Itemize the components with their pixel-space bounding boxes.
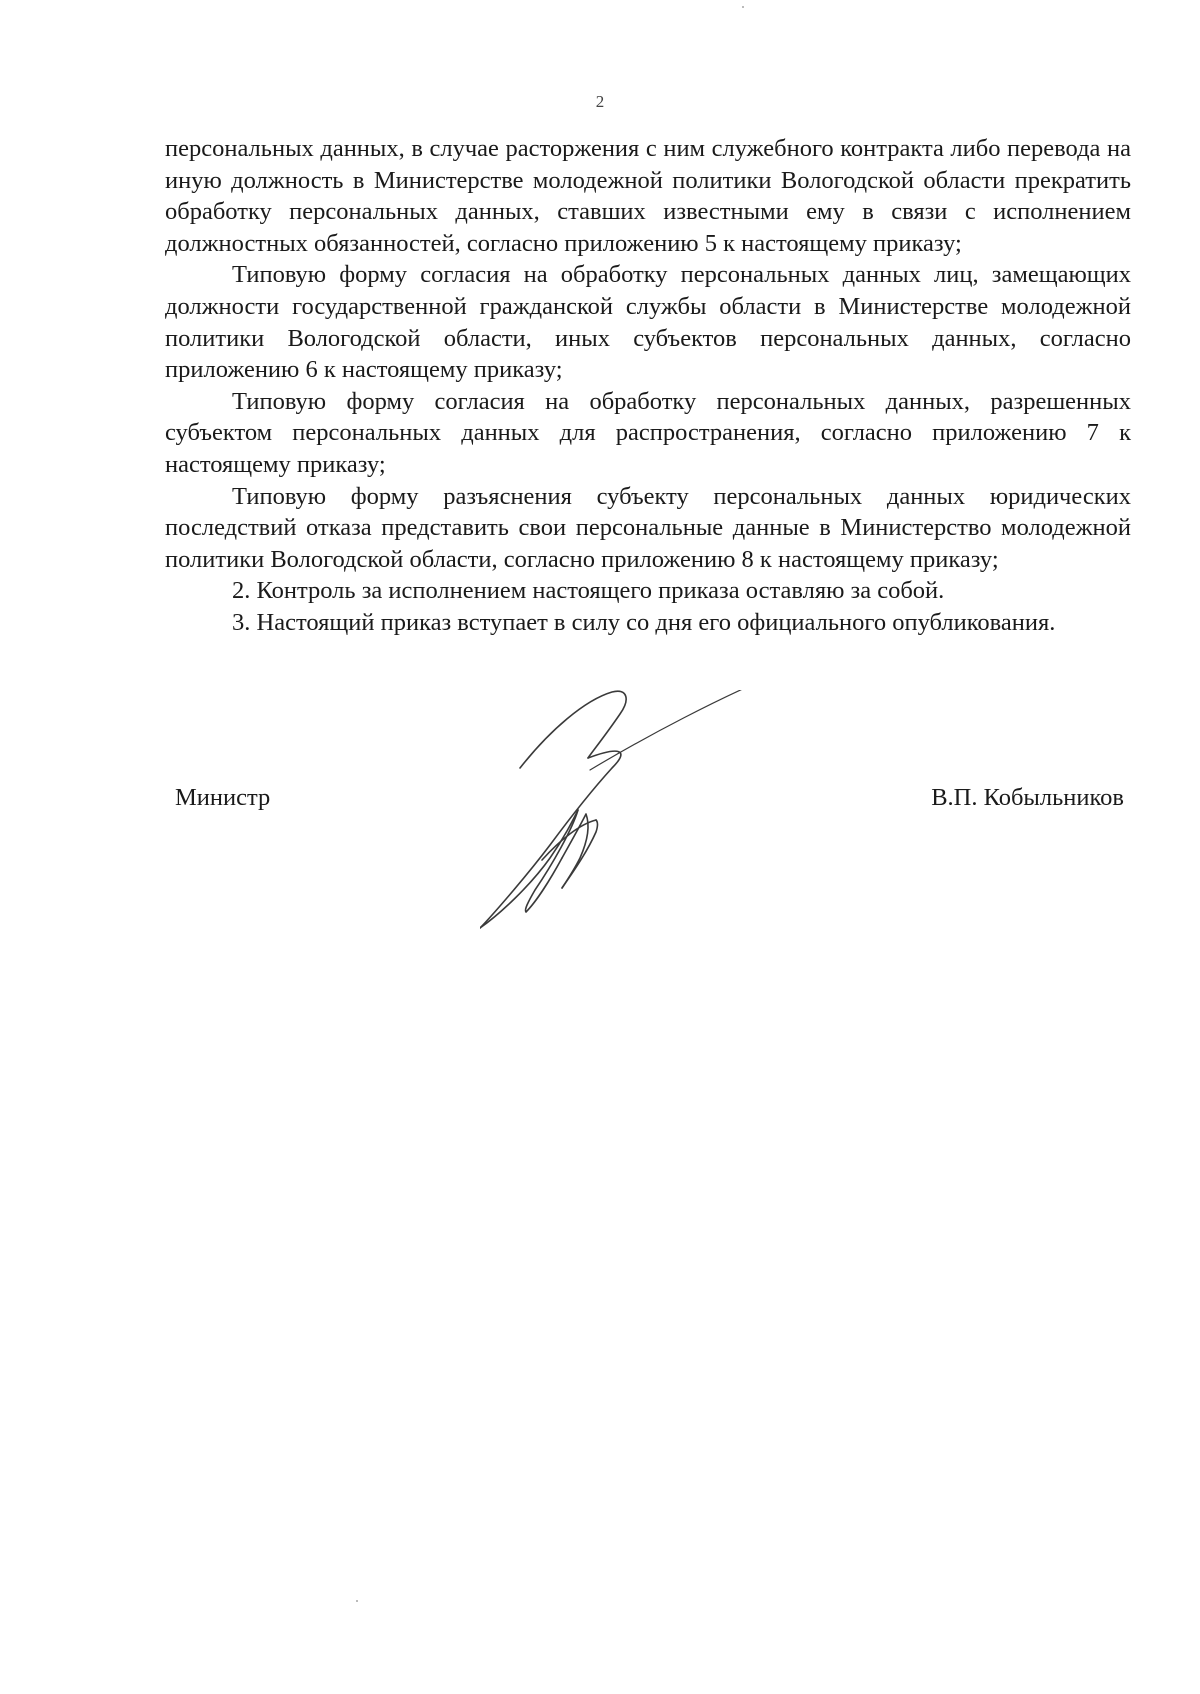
signature-block [0, 782, 1200, 822]
paragraph-appendix-7: Типовую форму согласия на обработку персональных данных, разрешенных субъектом персональных данных для распространения, согласно приложению 7 к настоящему приказу; [165, 387, 1131, 478]
paragraph-appendix-5: персональных данных, в случае расторжения с ним служебного контракта либо перевода на иную должность в Министерстве молодежной политики Вологодской области прекратить обработку персональных данных, ставших известными ему в связи с исполнением должностных обязанностей, согласно приложению 5 к настоящему приказу; [165, 135, 1131, 257]
scan-speck [356, 1600, 358, 1602]
signatory-name: В.П. Кобыльников [931, 784, 1124, 811]
paragraph-effective-date-clause: 3. Настоящий приказ вступает в силу со дня его официального опубликования. [232, 608, 1056, 636]
scan-speck [742, 6, 744, 8]
paragraph-control-clause: 2. Контроль за исполнением настоящего приказа оставляю за собой. [232, 577, 945, 605]
document-body [165, 133, 1131, 639]
paragraph-appendix-8: Типовую форму разъяснения субъекту персональных данных юридических последствий отказа представить свои персональные данные в Министерство молодежной политики Вологодской области, согласно приложению 8 к настоящему приказу; [165, 482, 1131, 573]
signatory-title: Министр [175, 784, 271, 811]
page-number: 2 [595, 92, 605, 111]
paragraph-appendix-6: Типовую форму согласия на обработку персональных данных лиц, замещающих должности государственной гражданской службы области в Министерстве молодежной политики Вологодской области, иных субъектов персональных данных, согласно приложению 6 к настоящему приказу; [165, 261, 1131, 384]
